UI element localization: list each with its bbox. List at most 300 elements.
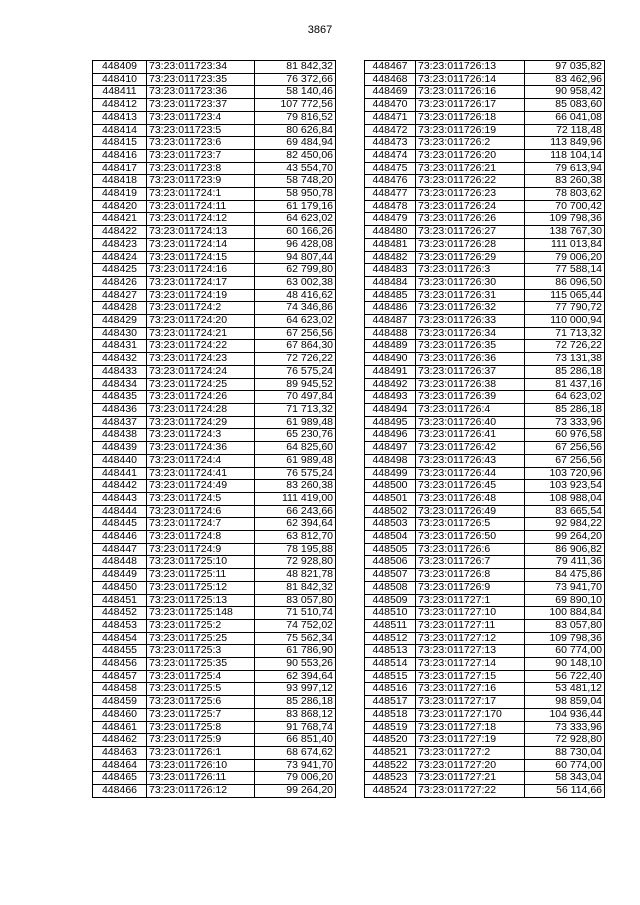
cadastral-number-cell: 73:23:011726:49 xyxy=(416,505,525,518)
table-row xyxy=(93,302,336,315)
amount-cell: 85 286,18 xyxy=(255,696,336,709)
cadastral-number-cell: 73:23:011726:9 xyxy=(416,581,525,594)
cadastral-number-cell: 73:23:011726:42 xyxy=(416,442,525,455)
record-number-cell: 448491 xyxy=(365,365,416,378)
record-number-cell: 448471 xyxy=(365,111,416,124)
record-number-cell: 448462 xyxy=(93,734,147,747)
amount-cell: 71 510,74 xyxy=(255,607,336,620)
amount-cell: 58 343,04 xyxy=(525,772,605,785)
amount-cell: 62 799,80 xyxy=(255,264,336,277)
amount-cell: 115 065,44 xyxy=(525,289,605,302)
cadastral-number-cell: 73:23:011724:20 xyxy=(147,315,255,328)
cadastral-number-cell: 73:23:011725:11 xyxy=(147,569,255,582)
cadastral-number-cell: 73:23:011726:22 xyxy=(416,175,525,188)
record-number-cell: 448442 xyxy=(93,480,147,493)
amount-cell: 85 286,18 xyxy=(525,403,605,416)
record-number-cell: 448519 xyxy=(365,721,416,734)
amount-cell: 48 821,78 xyxy=(255,569,336,582)
table-row xyxy=(93,480,336,493)
table-row xyxy=(365,289,605,302)
cadastral-number-cell: 73:23:011727:170 xyxy=(416,708,525,721)
cadastral-number-cell: 73:23:011726:37 xyxy=(416,365,525,378)
cadastral-number-cell: 73:23:011727:17 xyxy=(416,696,525,709)
cadastral-number-cell: 73:23:011726:36 xyxy=(416,353,525,366)
amount-cell: 83 462,96 xyxy=(525,73,605,86)
record-number-cell: 448419 xyxy=(93,188,147,201)
cadastral-number-cell: 73:23:011724:29 xyxy=(147,416,255,429)
record-number-cell: 448520 xyxy=(365,734,416,747)
amount-cell: 65 230,76 xyxy=(255,429,336,442)
record-number-cell: 448428 xyxy=(93,302,147,315)
amount-cell: 64 623,02 xyxy=(255,213,336,226)
amount-cell: 79 006,20 xyxy=(255,772,336,785)
record-number-cell: 448432 xyxy=(93,353,147,366)
amount-cell: 79 411,36 xyxy=(525,556,605,569)
record-number-cell: 448464 xyxy=(93,759,147,772)
amount-cell: 99 264,20 xyxy=(525,531,605,544)
cadastral-number-cell: 73:23:011726:20 xyxy=(416,149,525,162)
amount-cell: 61 179,16 xyxy=(255,200,336,213)
left-ledger-body xyxy=(93,61,336,798)
cadastral-number-cell: 73:23:011726:48 xyxy=(416,492,525,505)
cadastral-number-cell: 73:23:011726:32 xyxy=(416,302,525,315)
record-number-cell: 448472 xyxy=(365,124,416,137)
amount-cell: 98 859,04 xyxy=(525,696,605,709)
record-number-cell: 448416 xyxy=(93,149,147,162)
cadastral-number-cell: 73:23:011725:13 xyxy=(147,594,255,607)
record-number-cell: 448468 xyxy=(365,73,416,86)
record-number-cell: 448459 xyxy=(93,696,147,709)
table-row xyxy=(93,124,336,137)
record-number-cell: 448521 xyxy=(365,746,416,759)
record-number-cell: 448498 xyxy=(365,454,416,467)
table-row xyxy=(93,276,336,289)
record-number-cell: 448484 xyxy=(365,276,416,289)
cadastral-number-cell: 73:23:011726:16 xyxy=(416,86,525,99)
cadastral-number-cell: 73:23:011727:22 xyxy=(416,785,525,798)
cadastral-number-cell: 73:23:011726:41 xyxy=(416,429,525,442)
record-number-cell: 448446 xyxy=(93,531,147,544)
cadastral-number-cell: 73:23:011725:10 xyxy=(147,556,255,569)
amount-cell: 64 825,60 xyxy=(255,442,336,455)
amount-cell: 83 057,80 xyxy=(525,619,605,632)
amount-cell: 81 842,32 xyxy=(255,61,336,74)
amount-cell: 73 131,38 xyxy=(525,353,605,366)
record-number-cell: 448463 xyxy=(93,746,147,759)
amount-cell: 80 626,84 xyxy=(255,124,336,137)
table-row xyxy=(93,226,336,239)
amount-cell: 83 260,38 xyxy=(255,480,336,493)
amount-cell: 77 790,72 xyxy=(525,302,605,315)
cadastral-number-cell: 73:23:011724:19 xyxy=(147,289,255,302)
table-row xyxy=(93,543,336,556)
amount-cell: 81 842,32 xyxy=(255,581,336,594)
table-row xyxy=(93,670,336,683)
record-number-cell: 448481 xyxy=(365,238,416,251)
amount-cell: 93 997,12 xyxy=(255,683,336,696)
amount-cell: 72 928,80 xyxy=(525,734,605,747)
table-row xyxy=(93,162,336,175)
record-number-cell: 448486 xyxy=(365,302,416,315)
record-number-cell: 448485 xyxy=(365,289,416,302)
cadastral-number-cell: 73:23:011724:14 xyxy=(147,238,255,251)
amount-cell: 68 674,62 xyxy=(255,746,336,759)
left-ledger-table xyxy=(92,60,336,798)
cadastral-number-cell: 73:23:011724:25 xyxy=(147,378,255,391)
table-row xyxy=(365,518,605,531)
table-row xyxy=(365,454,605,467)
record-number-cell: 448454 xyxy=(93,632,147,645)
amount-cell: 84 475,86 xyxy=(525,569,605,582)
cadastral-number-cell: 73:23:011723:8 xyxy=(147,162,255,175)
amount-cell: 72 928,80 xyxy=(255,556,336,569)
cadastral-number-cell: 73:23:011724:9 xyxy=(147,543,255,556)
table-row xyxy=(365,391,605,404)
record-number-cell: 448433 xyxy=(93,365,147,378)
cadastral-number-cell: 73:23:011726:14 xyxy=(416,73,525,86)
record-number-cell: 448512 xyxy=(365,632,416,645)
cadastral-number-cell: 73:23:011727:1 xyxy=(416,594,525,607)
amount-cell: 58 748,20 xyxy=(255,175,336,188)
cadastral-number-cell: 73:23:011723:34 xyxy=(147,61,255,74)
table-row xyxy=(365,353,605,366)
table-row xyxy=(93,569,336,582)
cadastral-number-cell: 73:23:011727:10 xyxy=(416,607,525,620)
record-number-cell: 448447 xyxy=(93,543,147,556)
amount-cell: 110 000,94 xyxy=(525,315,605,328)
record-number-cell: 448437 xyxy=(93,416,147,429)
table-row xyxy=(93,632,336,645)
table-row xyxy=(365,607,605,620)
amount-cell: 53 481,12 xyxy=(525,683,605,696)
table-row xyxy=(365,99,605,112)
table-row xyxy=(365,226,605,239)
table-row xyxy=(365,632,605,645)
record-number-cell: 448439 xyxy=(93,442,147,455)
table-row xyxy=(93,746,336,759)
record-number-cell: 448488 xyxy=(365,327,416,340)
cadastral-number-cell: 73:23:011724:36 xyxy=(147,442,255,455)
cadastral-number-cell: 73:23:011726:31 xyxy=(416,289,525,302)
record-number-cell: 448431 xyxy=(93,340,147,353)
record-number-cell: 448510 xyxy=(365,607,416,620)
table-row xyxy=(93,772,336,785)
amount-cell: 103 720,96 xyxy=(525,467,605,480)
table-row xyxy=(93,86,336,99)
cadastral-number-cell: 73:23:011726:44 xyxy=(416,467,525,480)
record-number-cell: 448435 xyxy=(93,391,147,404)
table-row xyxy=(365,772,605,785)
record-number-cell: 448444 xyxy=(93,505,147,518)
amount-cell: 63 002,38 xyxy=(255,276,336,289)
amount-cell: 56 114,66 xyxy=(525,785,605,798)
amount-cell: 78 803,62 xyxy=(525,188,605,201)
record-number-cell: 448476 xyxy=(365,175,416,188)
cadastral-number-cell: 73:23:011727:18 xyxy=(416,721,525,734)
record-number-cell: 448411 xyxy=(93,86,147,99)
cadastral-number-cell: 73:23:011724:23 xyxy=(147,353,255,366)
table-row xyxy=(365,746,605,759)
table-row xyxy=(365,581,605,594)
cadastral-number-cell: 73:23:011724:3 xyxy=(147,429,255,442)
cadastral-number-cell: 73:23:011723:36 xyxy=(147,86,255,99)
table-row xyxy=(365,251,605,264)
cadastral-number-cell: 73:23:011726:33 xyxy=(416,315,525,328)
amount-cell: 111 013,84 xyxy=(525,238,605,251)
amount-cell: 99 264,20 xyxy=(255,785,336,798)
record-number-cell: 448475 xyxy=(365,162,416,175)
amount-cell: 62 394,64 xyxy=(255,518,336,531)
cadastral-number-cell: 73:23:011726:11 xyxy=(147,772,255,785)
cadastral-number-cell: 73:23:011724:22 xyxy=(147,340,255,353)
amount-cell: 90 148,10 xyxy=(525,658,605,671)
cadastral-number-cell: 73:23:011724:1 xyxy=(147,188,255,201)
record-number-cell: 448418 xyxy=(93,175,147,188)
table-row xyxy=(365,149,605,162)
amount-cell: 63 812,70 xyxy=(255,531,336,544)
record-number-cell: 448422 xyxy=(93,226,147,239)
table-row xyxy=(93,99,336,112)
amount-cell: 64 623,02 xyxy=(255,315,336,328)
table-row xyxy=(93,607,336,620)
cadastral-number-cell: 73:23:011727:16 xyxy=(416,683,525,696)
cadastral-number-cell: 73:23:011727:13 xyxy=(416,645,525,658)
cadastral-number-cell: 73:23:011726:12 xyxy=(147,785,255,798)
cadastral-number-cell: 73:23:011726:50 xyxy=(416,531,525,544)
record-number-cell: 448483 xyxy=(365,264,416,277)
table-row xyxy=(93,251,336,264)
amount-cell: 60 774,00 xyxy=(525,759,605,772)
amount-cell: 109 798,36 xyxy=(525,213,605,226)
cadastral-number-cell: 73:23:011726:27 xyxy=(416,226,525,239)
amount-cell: 94 807,44 xyxy=(255,251,336,264)
table-row xyxy=(93,518,336,531)
table-row xyxy=(365,403,605,416)
record-number-cell: 448506 xyxy=(365,556,416,569)
table-row xyxy=(365,505,605,518)
table-row xyxy=(93,391,336,404)
record-number-cell: 448458 xyxy=(93,683,147,696)
table-row xyxy=(93,403,336,416)
amount-cell: 64 623,02 xyxy=(525,391,605,404)
record-number-cell: 448494 xyxy=(365,403,416,416)
table-row xyxy=(365,683,605,696)
amount-cell: 90 553,26 xyxy=(255,658,336,671)
cadastral-number-cell: 73:23:011726:23 xyxy=(416,188,525,201)
record-number-cell: 448430 xyxy=(93,327,147,340)
cadastral-number-cell: 73:23:011723:7 xyxy=(147,149,255,162)
table-row xyxy=(93,111,336,124)
amount-cell: 58 140,46 xyxy=(255,86,336,99)
amount-cell: 73 333,96 xyxy=(525,721,605,734)
amount-cell: 83 057,80 xyxy=(255,594,336,607)
cadastral-number-cell: 73:23:011726:30 xyxy=(416,276,525,289)
cadastral-number-cell: 73:23:011725:35 xyxy=(147,658,255,671)
amount-cell: 85 286,18 xyxy=(525,365,605,378)
cadastral-number-cell: 73:23:011727:19 xyxy=(416,734,525,747)
amount-cell: 77 588,14 xyxy=(525,264,605,277)
amount-cell: 91 768,74 xyxy=(255,721,336,734)
table-row xyxy=(365,480,605,493)
amount-cell: 69 890,10 xyxy=(525,594,605,607)
table-row xyxy=(365,73,605,86)
record-number-cell: 448465 xyxy=(93,772,147,785)
cadastral-number-cell: 73:23:011726:3 xyxy=(416,264,525,277)
record-number-cell: 448426 xyxy=(93,276,147,289)
amount-cell: 104 936,44 xyxy=(525,708,605,721)
table-row xyxy=(93,213,336,226)
record-number-cell: 448517 xyxy=(365,696,416,709)
amount-cell: 73 941,70 xyxy=(255,759,336,772)
table-row xyxy=(93,696,336,709)
amount-cell: 70 700,42 xyxy=(525,200,605,213)
cadastral-number-cell: 73:23:011724:24 xyxy=(147,365,255,378)
cadastral-number-cell: 73:23:011727:15 xyxy=(416,670,525,683)
cadastral-number-cell: 73:23:011725:9 xyxy=(147,734,255,747)
cadastral-number-cell: 73:23:011726:19 xyxy=(416,124,525,137)
cadastral-number-cell: 73:23:011727:2 xyxy=(416,746,525,759)
cadastral-number-cell: 73:23:011725:12 xyxy=(147,581,255,594)
cadastral-number-cell: 73:23:011724:26 xyxy=(147,391,255,404)
record-number-cell: 448449 xyxy=(93,569,147,582)
record-number-cell: 448421 xyxy=(93,213,147,226)
table-row xyxy=(93,594,336,607)
cadastral-number-cell: 73:23:011727:21 xyxy=(416,772,525,785)
record-number-cell: 448497 xyxy=(365,442,416,455)
table-row xyxy=(93,556,336,569)
cadastral-number-cell: 73:23:011726:28 xyxy=(416,238,525,251)
record-number-cell: 448455 xyxy=(93,645,147,658)
amount-cell: 85 083,60 xyxy=(525,99,605,112)
amount-cell: 111 419,00 xyxy=(255,492,336,505)
table-row xyxy=(93,137,336,150)
table-row xyxy=(93,683,336,696)
record-number-cell: 448438 xyxy=(93,429,147,442)
amount-cell: 60 774,00 xyxy=(525,645,605,658)
table-row xyxy=(365,213,605,226)
cadastral-number-cell: 73:23:011726:8 xyxy=(416,569,525,582)
cadastral-number-cell: 73:23:011726:13 xyxy=(416,61,525,74)
cadastral-number-cell: 73:23:011726:4 xyxy=(416,403,525,416)
cadastral-number-cell: 73:23:011726:39 xyxy=(416,391,525,404)
table-row xyxy=(365,162,605,175)
record-number-cell: 448518 xyxy=(365,708,416,721)
table-row xyxy=(93,378,336,391)
cadastral-number-cell: 73:23:011726:35 xyxy=(416,340,525,353)
amount-cell: 67 256,56 xyxy=(525,454,605,467)
amount-cell: 74 346,86 xyxy=(255,302,336,315)
table-row xyxy=(365,696,605,709)
record-number-cell: 448513 xyxy=(365,645,416,658)
table-row xyxy=(365,124,605,137)
record-number-cell: 448502 xyxy=(365,505,416,518)
amount-cell: 100 884,84 xyxy=(525,607,605,620)
cadastral-number-cell: 73:23:011726:34 xyxy=(416,327,525,340)
cadastral-number-cell: 73:23:011723:4 xyxy=(147,111,255,124)
amount-cell: 69 484,94 xyxy=(255,137,336,150)
amount-cell: 89 945,52 xyxy=(255,378,336,391)
table-row xyxy=(93,315,336,328)
right-ledger-body xyxy=(365,61,605,798)
cadastral-number-cell: 73:23:011726:7 xyxy=(416,556,525,569)
record-number-cell: 448477 xyxy=(365,188,416,201)
record-number-cell: 448450 xyxy=(93,581,147,594)
cadastral-number-cell: 73:23:011725:6 xyxy=(147,696,255,709)
table-row xyxy=(93,340,336,353)
record-number-cell: 448514 xyxy=(365,658,416,671)
table-row xyxy=(365,276,605,289)
table-row xyxy=(365,378,605,391)
amount-cell: 61 989,48 xyxy=(255,454,336,467)
record-number-cell: 448523 xyxy=(365,772,416,785)
table-row xyxy=(365,340,605,353)
amount-cell: 86 096,50 xyxy=(525,276,605,289)
cadastral-number-cell: 73:23:011724:4 xyxy=(147,454,255,467)
amount-cell: 70 497,84 xyxy=(255,391,336,404)
table-row xyxy=(93,264,336,277)
record-number-cell: 448478 xyxy=(365,200,416,213)
record-number-cell: 448480 xyxy=(365,226,416,239)
record-number-cell: 448504 xyxy=(365,531,416,544)
amount-cell: 66 041,08 xyxy=(525,111,605,124)
table-row xyxy=(365,175,605,188)
record-number-cell: 448409 xyxy=(93,61,147,74)
amount-cell: 118 104,14 xyxy=(525,149,605,162)
amount-cell: 103 923,54 xyxy=(525,480,605,493)
record-number-cell: 448441 xyxy=(93,467,147,480)
cadastral-number-cell: 73:23:011725:25 xyxy=(147,632,255,645)
record-number-cell: 448440 xyxy=(93,454,147,467)
record-number-cell: 448423 xyxy=(93,238,147,251)
cadastral-number-cell: 73:23:011724:21 xyxy=(147,327,255,340)
amount-cell: 108 988,04 xyxy=(525,492,605,505)
record-number-cell: 448413 xyxy=(93,111,147,124)
amount-cell: 107 772,56 xyxy=(255,99,336,112)
amount-cell: 76 372,66 xyxy=(255,73,336,86)
record-number-cell: 448524 xyxy=(365,785,416,798)
record-number-cell: 448493 xyxy=(365,391,416,404)
record-number-cell: 448509 xyxy=(365,594,416,607)
table-row xyxy=(365,327,605,340)
record-number-cell: 448415 xyxy=(93,137,147,150)
record-number-cell: 448467 xyxy=(365,61,416,74)
table-row xyxy=(93,416,336,429)
cadastral-number-cell: 73:23:011726:17 xyxy=(416,99,525,112)
table-row xyxy=(93,365,336,378)
table-row xyxy=(93,785,336,798)
amount-cell: 67 864,30 xyxy=(255,340,336,353)
table-row xyxy=(93,238,336,251)
record-number-cell: 448507 xyxy=(365,569,416,582)
cadastral-number-cell: 73:23:011726:1 xyxy=(147,746,255,759)
table-row xyxy=(93,708,336,721)
cadastral-number-cell: 73:23:011727:12 xyxy=(416,632,525,645)
amount-cell: 43 554,70 xyxy=(255,162,336,175)
amount-cell: 79 613,94 xyxy=(525,162,605,175)
amount-cell: 71 713,32 xyxy=(255,403,336,416)
table-row xyxy=(93,492,336,505)
record-number-cell: 448495 xyxy=(365,416,416,429)
cadastral-number-cell: 73:23:011726:40 xyxy=(416,416,525,429)
table-row xyxy=(93,505,336,518)
amount-cell: 76 575,24 xyxy=(255,365,336,378)
amount-cell: 81 437,16 xyxy=(525,378,605,391)
table-row xyxy=(365,645,605,658)
amount-cell: 60 976,58 xyxy=(525,429,605,442)
amount-cell: 82 450,06 xyxy=(255,149,336,162)
record-number-cell: 448448 xyxy=(93,556,147,569)
amount-cell: 58 950,78 xyxy=(255,188,336,201)
